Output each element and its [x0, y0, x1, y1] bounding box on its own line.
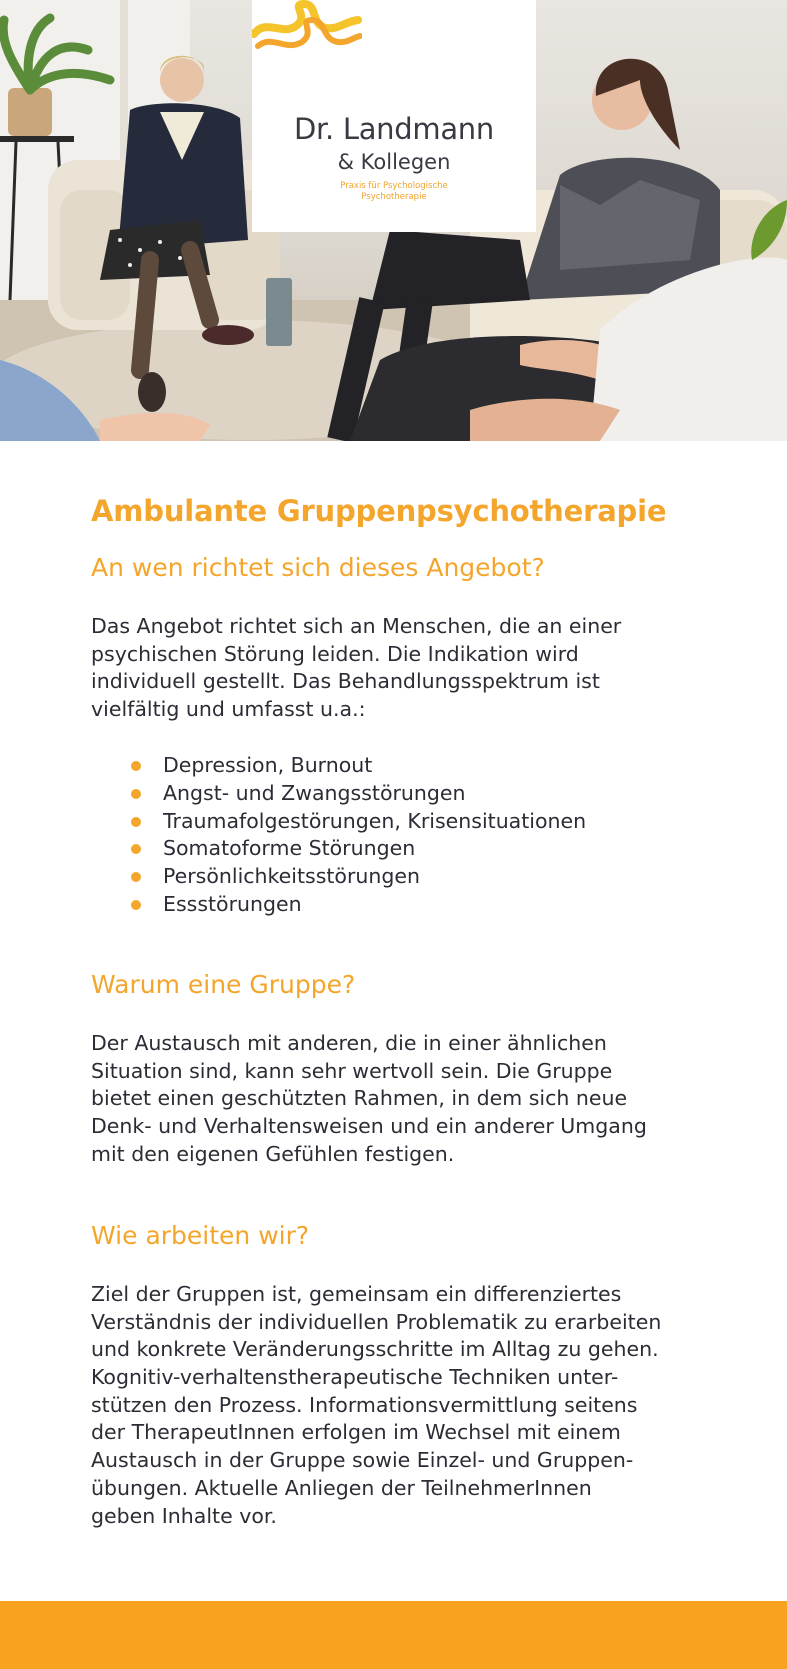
paragraph-line: individuell gestellt. Das Behandlungsspektrum ist [91, 669, 600, 694]
paragraph-line: stützen den Prozess. Informationsvermittlung seitens [91, 1392, 638, 1417]
bullet-icon [131, 872, 141, 882]
section-heading-why-group: Warum eine Gruppe? [91, 970, 356, 999]
paragraph-line: Austausch in der Gruppe sowie Einzel- und Gruppen- [91, 1448, 634, 1473]
list-item-label: Persönlichkeitsstörungen [163, 864, 421, 889]
hero-photo [0, 0, 787, 441]
section-paragraph-how-we-work [91, 1281, 711, 1530]
footer-bar [0, 1601, 787, 1669]
logo-name: Dr. Landmann [294, 112, 494, 146]
paragraph-line: Denk- und Verhaltensweisen und ein anderer Umgang [91, 1114, 647, 1139]
paragraph-line: geben Inhalte vor. [91, 1503, 277, 1528]
paragraph-line: Kognitiv-verhaltenstherapeutische Techniken unter- [91, 1365, 619, 1390]
list-item-label: Traumafolgestörungen, Krisensituationen [163, 808, 587, 833]
logo-subtitle: & Kollegen [337, 150, 451, 174]
list-item-label: Somatoforme Störungen [163, 836, 416, 861]
paragraph-line: Das Angebot richtet sich an Menschen, die an einer [91, 614, 622, 638]
paragraph-line: Situation sind, kann sehr wertvoll sein. Die Gruppe [91, 1058, 613, 1083]
bullet-icon [131, 900, 141, 910]
paragraph-line: mit den eigenen Gefühlen festigen. [91, 1141, 455, 1166]
paragraph-line: bietet einen geschützten Rahmen, in dem sich neue [91, 1086, 628, 1111]
list-item [91, 752, 586, 780]
paragraph-line: vielfältig und umfasst u.a.: [91, 697, 366, 722]
bullet-icon [131, 761, 141, 771]
list-item [91, 780, 586, 808]
logo-tagline-line-2: Psychotherapie [361, 192, 427, 202]
section-paragraph-audience [91, 613, 711, 724]
logo-tagline-line-1: Praxis für Psychologische [340, 181, 448, 191]
list-item [91, 808, 586, 836]
section-paragraph-why-group [91, 1030, 711, 1168]
list-item-label: Depression, Burnout [163, 753, 373, 777]
page-title: Ambulante Gruppenpsychotherapie [91, 494, 667, 528]
bullet-icon [131, 844, 141, 854]
list-item-label: Angst- und Zwangsstörungen [163, 780, 466, 805]
paragraph-line: und konkrete Veränderungsschritte im Alltag zu gehen. [91, 1337, 659, 1362]
logo-tagline [252, 181, 536, 203]
paragraph-line: psychischen Störung leiden. Die Indikation wird [91, 641, 579, 666]
disorder-list [91, 752, 586, 919]
list-item-label: Essstörungen [163, 891, 302, 916]
bullet-icon [131, 817, 141, 827]
list-item [91, 891, 586, 919]
section-heading-how-we-work: Wie arbeiten wir? [91, 1221, 310, 1250]
bullet-icon [131, 789, 141, 799]
paragraph-line: übungen. Aktuelle Anliegen der TeilnehmerInnen [91, 1475, 592, 1500]
paragraph-line: der TherapeutInnen erfolgen im Wechsel mit einem [91, 1420, 621, 1445]
logo [252, 0, 536, 232]
paragraph-line: Ziel der Gruppen ist, gemeinsam ein differenziertes [91, 1282, 622, 1306]
logo-wave-icon [252, 0, 362, 60]
paragraph-line: Verständnis der individuellen Problematik zu erarbeiten [91, 1309, 662, 1334]
list-item [91, 863, 586, 891]
section-heading-audience: An wen richtet sich dieses Angebot? [91, 553, 545, 582]
list-item [91, 835, 586, 863]
paragraph-line: Der Austausch mit anderen, die in einer ähnlichen [91, 1031, 607, 1055]
